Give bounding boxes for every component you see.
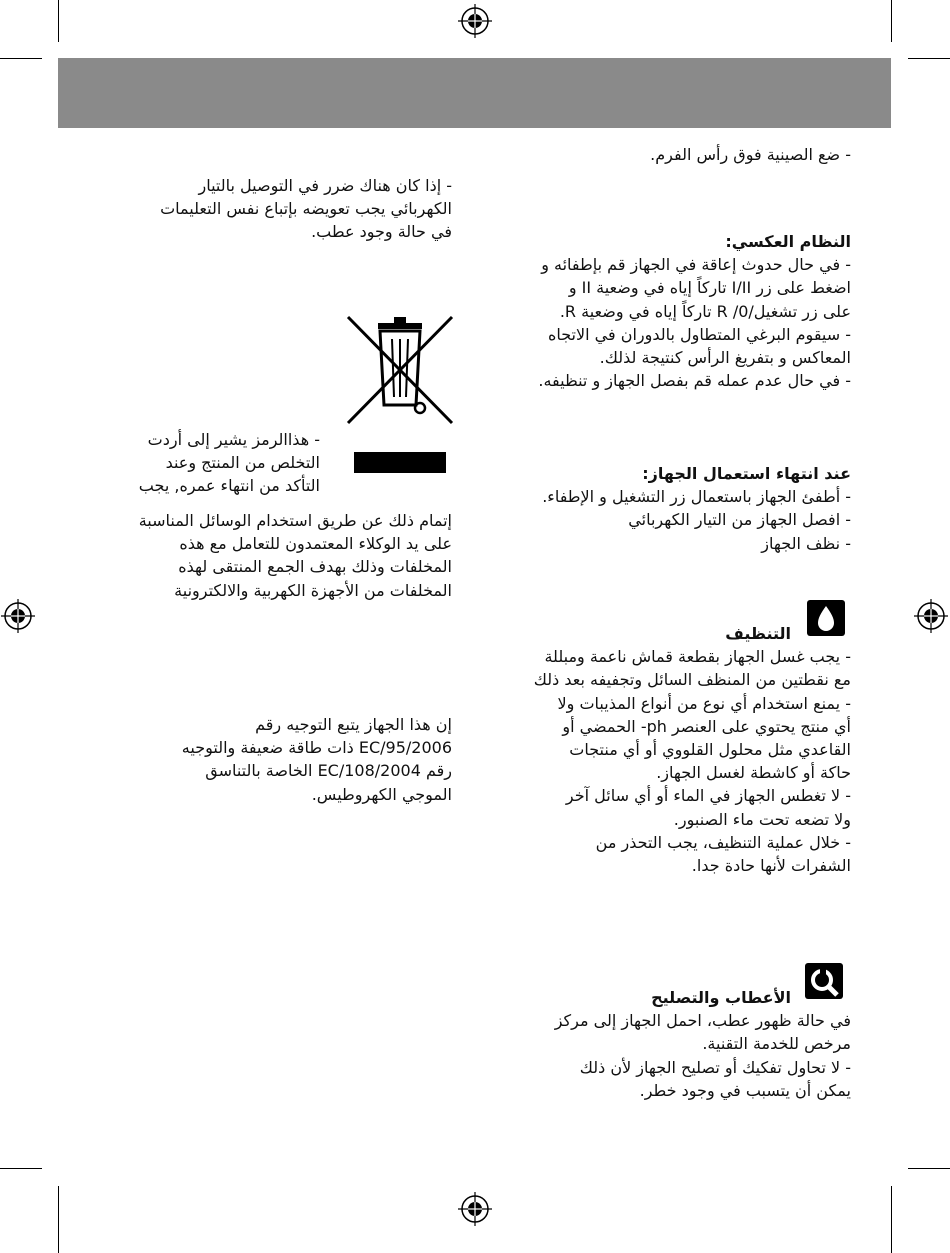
registration-mark-icon: [458, 4, 492, 38]
registration-mark-icon: [458, 1192, 492, 1226]
crop-mark: [891, 1186, 892, 1253]
reverse-body: - في حال حدوث إعاقة في الجهاز قم بإطفائه و اضغط على زر I/II تاركاً إياه في وضعية II و على زر تشغيل/0/ R تاركاً إياه في وضعية R. - سيقوم البرغي المتطاول بالدوران في الاتجاه المعاكس و بتفريغ الرأس كنتيجة لذلك. - في حال عدم عمله قم بفصل الجهاز و تنظيفه.: [538, 255, 851, 391]
crop-mark: [0, 1168, 42, 1169]
reverse-section: [500, 230, 851, 392]
end-of-use-section: [500, 462, 851, 555]
weee-short-text: - هذاالرمز يشير إلى أردت التخلص من المنتج وعند التأكد من انتهاء عمره, يجب: [138, 430, 320, 496]
weee-black-bar: [354, 452, 446, 473]
cleaning-body: - يجب غسل الجهاز بقطعة قماش ناعمة ومبللة مع نقطتين من المنظف السائل وتجفيفه بعد ذلك - يمنع استخدام أي نوع من أنواع المذيبات ولا أي منتج يحتوي على العنصر ph- الحمضي أو القاعدي مثل محلول القلووي أو أي منتجات حاكة أو كاشطة لغسل الجهاز. - لا تغطس الجهاز في الماء أو أي سائل آخر ولا تضعه تحت ماء الصنبور. - خلال عملية التنظيف، يجب التحذر من الشفرات لأنها حادة جدا.: [533, 647, 851, 876]
weee-long-text: إتمام ذلك عن طريق استخدام الوسائل المناسبة على يد الوكلاء المعتمدون للتعامل مع هذه المخلفات وذلك بهدف الجمع المنتقى لهذه المخلفات من الأجهزة الكهربية والالكترونية: [138, 511, 452, 600]
header-band: [58, 58, 891, 128]
directive-text: إن هذا الجهاز يتبع التوجيه رقم EC/95/2006 ذات طاقة ضعيفة والتوجيه رقم EC/108/2004 الخاصة بالتناسق الموجي الكهروطيس.: [181, 715, 452, 804]
registration-mark-icon: [914, 599, 948, 633]
end-of-use-body: - أطفئ الجهاز باستعمال زر التشغيل و الإطفاء. - افصل الجهاز من التيار الكهربائي - نظف الجهاز: [542, 487, 851, 553]
tray-instruction: - ضع الصينية فوق رأس الفرم.: [650, 145, 851, 164]
repair-body: في حالة ظهور عطب، احمل الجهاز إلى مركز مرخص للخدمة التقنية. - لا تحاول تفكيك أو تصليح الجهاز لأن ذلك يمكن أن يتسبب في وجود خطر.: [554, 1011, 851, 1100]
repair-section: [500, 986, 851, 1102]
crop-mark: [908, 1168, 950, 1169]
crop-mark: [58, 1186, 59, 1253]
end-of-use-heading: عند انتهاء استعمال الجهاز:: [642, 464, 851, 483]
reverse-heading: النظام العكسي:: [725, 232, 851, 251]
crop-mark: [891, 0, 892, 42]
crop-mark: [0, 58, 42, 59]
crossed-out-wheelie-bin-icon: [344, 313, 456, 429]
registration-mark-icon: [1, 599, 35, 633]
repair-heading: الأعطاب والتصليح: [651, 988, 791, 1007]
cleaning-heading: التنظيف: [725, 624, 791, 643]
cleaning-section: [500, 622, 851, 877]
cable-damage-note: - إذا كان هناك ضرر في التوصيل بالتيار الكهربائي يجب تعويضه بإتباع نفس التعليمات في حالة وجود عطب.: [160, 176, 452, 242]
crop-mark: [58, 0, 59, 42]
crop-mark: [908, 58, 950, 59]
